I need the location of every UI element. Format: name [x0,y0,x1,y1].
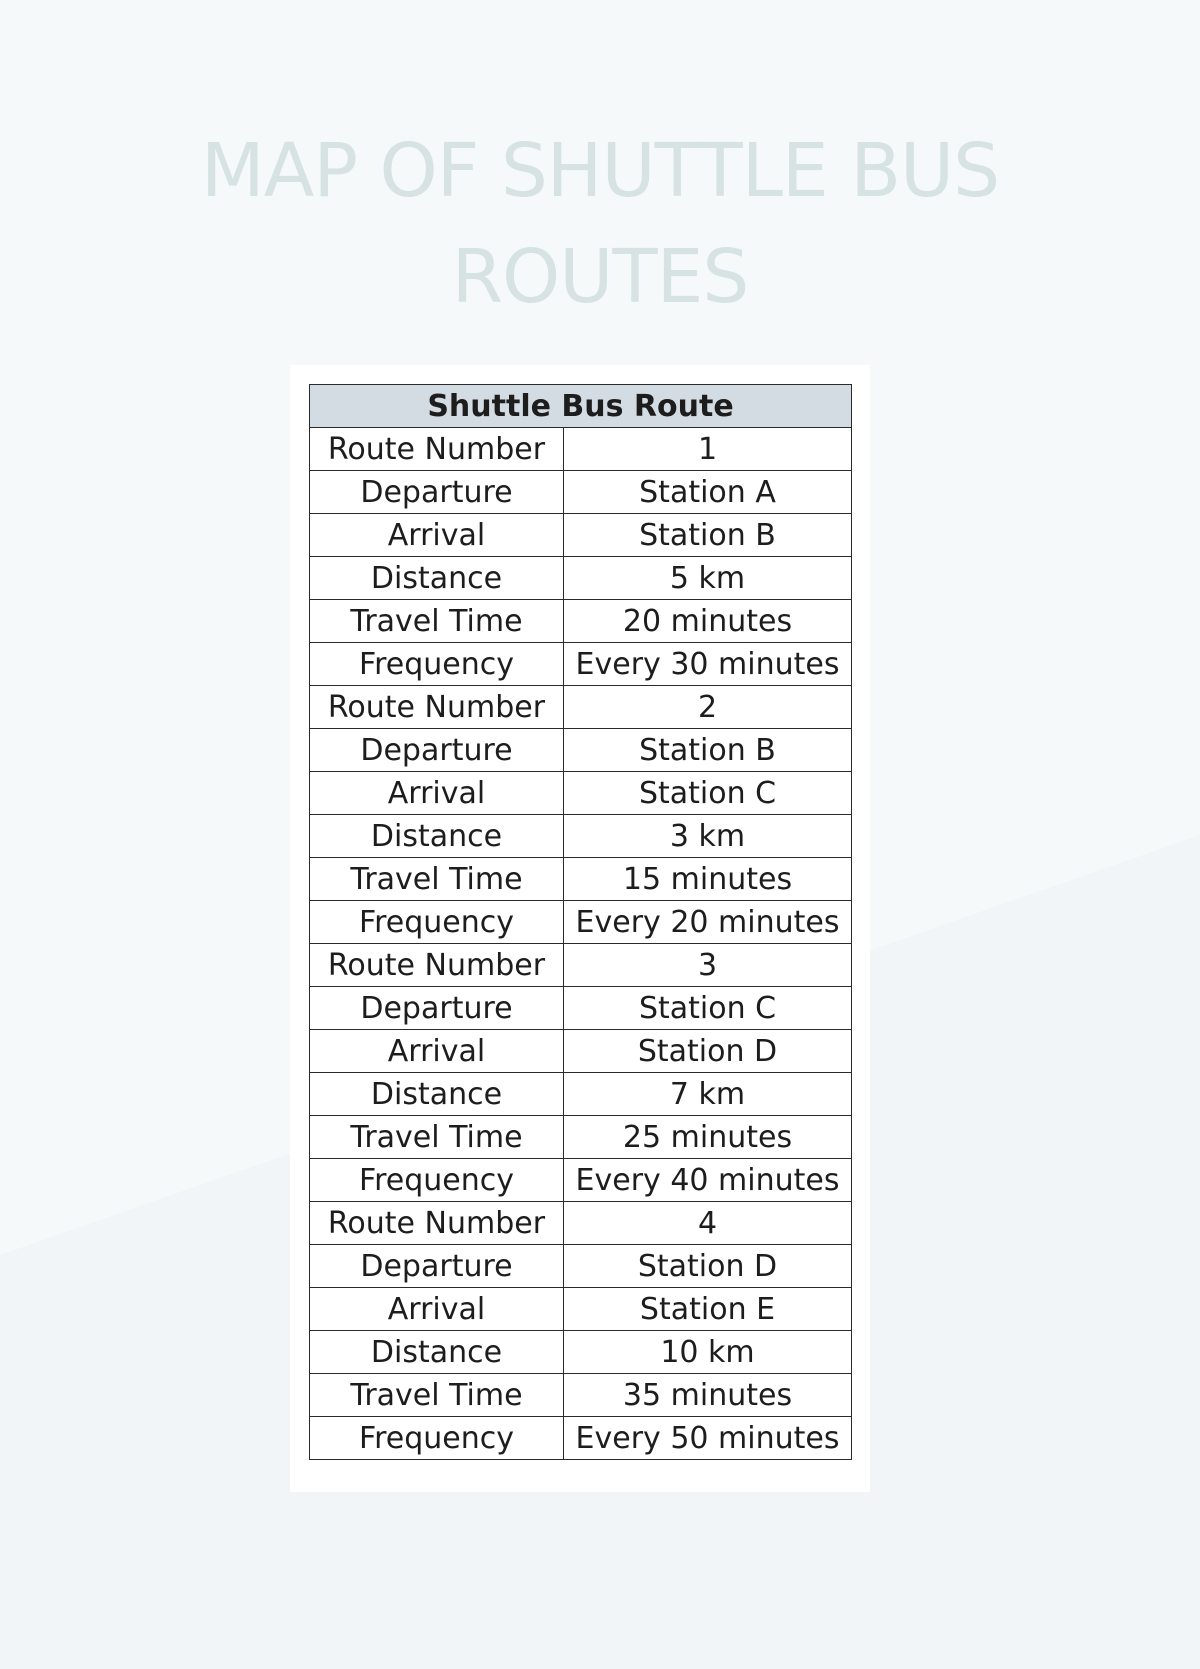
table-row [310,729,852,772]
table-row [310,987,852,1030]
row-label: Travel Time [310,1116,564,1159]
row-value: 2 [564,686,852,729]
table-body [310,428,852,1460]
row-label: Arrival [310,1288,564,1331]
table-row [310,1159,852,1202]
row-value: 15 minutes [564,858,852,901]
row-label: Departure [310,471,564,514]
row-value: 25 minutes [564,1116,852,1159]
row-value: Station A [564,471,852,514]
row-label: Frequency [310,901,564,944]
row-label: Distance [310,815,564,858]
table-row [310,643,852,686]
table-row [310,1331,852,1374]
row-label: Travel Time [310,600,564,643]
row-label: Departure [310,1245,564,1288]
page-title-line-1: MAP OF SHUTTLE BUS [200,128,1000,214]
row-label: Route Number [310,686,564,729]
row-value: 10 km [564,1331,852,1374]
row-label: Arrival [310,514,564,557]
row-value: 3 [564,944,852,987]
row-value: Every 40 minutes [564,1159,852,1202]
table-row [310,815,852,858]
table-header-row [310,385,852,428]
row-value: Station C [564,987,852,1030]
row-value: Station D [564,1030,852,1073]
table-row [310,858,852,901]
table-row [310,514,852,557]
row-value: 3 km [564,815,852,858]
table-sheet [290,365,870,1492]
table-row [310,428,852,471]
row-value: 5 km [564,557,852,600]
page-title-line-2: ROUTES [451,234,749,320]
row-label: Distance [310,1073,564,1116]
row-label: Departure [310,987,564,1030]
row-label: Arrival [310,1030,564,1073]
row-value: Station D [564,1245,852,1288]
row-value: 20 minutes [564,600,852,643]
row-label: Travel Time [310,858,564,901]
table-row [310,772,852,815]
table-row [310,600,852,643]
row-label: Frequency [310,1417,564,1460]
row-value: 7 km [564,1073,852,1116]
row-label: Route Number [310,944,564,987]
row-label: Route Number [310,1202,564,1245]
row-value: 4 [564,1202,852,1245]
row-value: Every 30 minutes [564,643,852,686]
table-row [310,686,852,729]
row-value: Station B [564,514,852,557]
row-label: Frequency [310,643,564,686]
table-row [310,944,852,987]
shuttle-route-table [309,384,852,1460]
row-label: Distance [310,1331,564,1374]
table-row [310,1116,852,1159]
row-value: 35 minutes [564,1374,852,1417]
row-value: Every 20 minutes [564,901,852,944]
table-row [310,1202,852,1245]
row-label: Departure [310,729,564,772]
table-row [310,1073,852,1116]
table-row [310,1417,852,1460]
table-row [310,1245,852,1288]
page-title [0,118,1200,330]
row-value: Station B [564,729,852,772]
table-row [310,1030,852,1073]
row-value: Station E [564,1288,852,1331]
row-label: Route Number [310,428,564,471]
row-label: Frequency [310,1159,564,1202]
row-value: 1 [564,428,852,471]
table-row [310,557,852,600]
table-row [310,1374,852,1417]
row-label: Arrival [310,772,564,815]
table-row [310,1288,852,1331]
row-value: Station C [564,772,852,815]
row-value: Every 50 minutes [564,1417,852,1460]
row-label: Distance [310,557,564,600]
row-label: Travel Time [310,1374,564,1417]
table-row [310,901,852,944]
table-header: Shuttle Bus Route [310,385,852,428]
table-row [310,471,852,514]
